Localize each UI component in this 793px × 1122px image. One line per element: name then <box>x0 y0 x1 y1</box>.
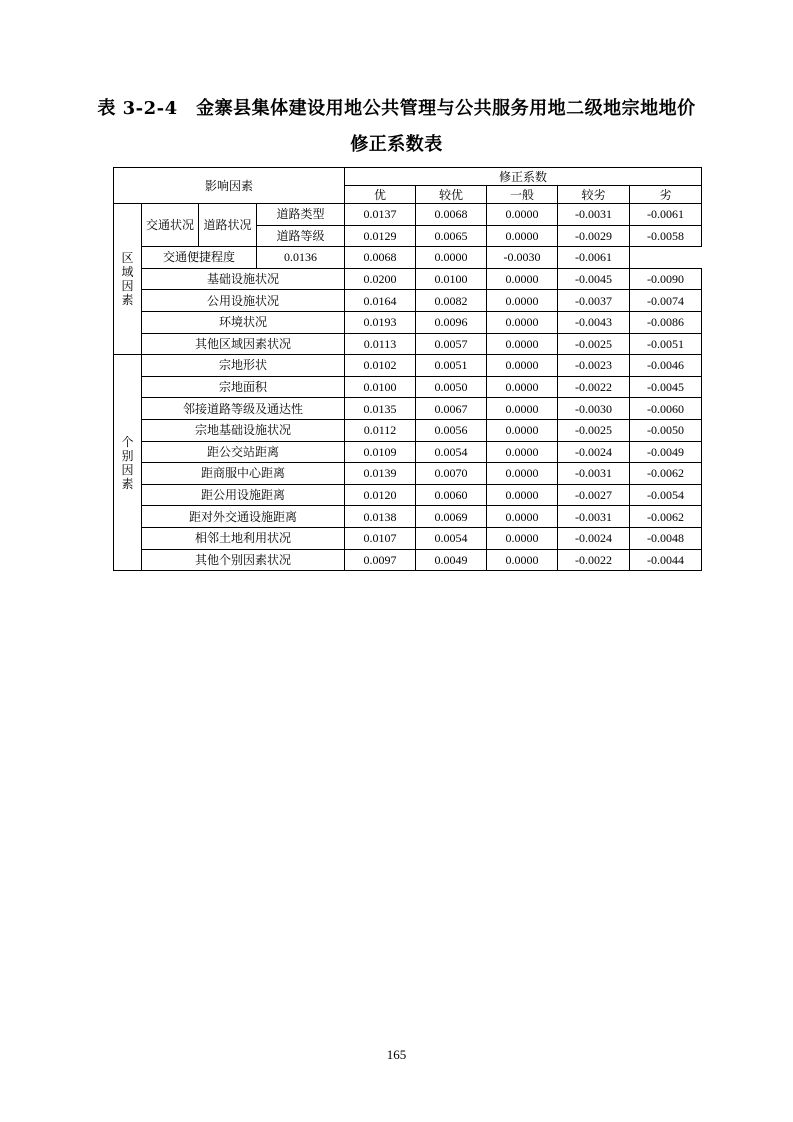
coefficient-cell: -0.0031 <box>558 204 630 226</box>
coefficient-cell: 0.0054 <box>416 441 487 463</box>
regional-factors-label: 区 域 因 素 <box>114 204 142 355</box>
coefficient-cell: -0.0043 <box>558 311 630 333</box>
coefficient-cell: 0.0102 <box>345 355 416 377</box>
coefficient-cell: 0.0107 <box>345 527 416 549</box>
table-row <box>114 376 702 398</box>
coefficient-cell: -0.0023 <box>558 355 630 377</box>
coefficient-cell: 0.0000 <box>487 333 558 355</box>
grade-header: 一般 <box>487 186 558 204</box>
coefficient-cell: -0.0046 <box>630 355 702 377</box>
coefficient-cell: -0.0054 <box>630 484 702 506</box>
coefficient-cell: 0.0000 <box>487 311 558 333</box>
table-row <box>114 463 702 485</box>
table-row <box>114 290 702 312</box>
coefficient-cell: -0.0031 <box>558 506 630 528</box>
coefficient-table <box>113 167 702 571</box>
factor-label: 宗地形状 <box>142 355 345 377</box>
coefficient-cell: 0.0109 <box>345 441 416 463</box>
coefficient-cell: -0.0061 <box>630 204 702 226</box>
coefficient-cell: 0.0000 <box>487 355 558 377</box>
table-row <box>114 506 702 528</box>
factor-label: 距公用设施距离 <box>142 484 345 506</box>
coefficient-cell: 0.0135 <box>345 398 416 420</box>
coefficient-cell: 0.0000 <box>487 419 558 441</box>
coefficient-cell: 0.0000 <box>487 398 558 420</box>
coefficient-cell: 0.0000 <box>487 484 558 506</box>
coefficient-cell: -0.0061 <box>558 247 630 269</box>
factor-label: 距公交站距离 <box>142 441 345 463</box>
coefficient-cell: -0.0022 <box>558 376 630 398</box>
table-row <box>114 268 702 290</box>
coefficient-cell: 0.0112 <box>345 419 416 441</box>
factor-label: 道路类型 <box>257 204 345 226</box>
coefficient-cell: 0.0120 <box>345 484 416 506</box>
coefficient-cell: -0.0074 <box>630 290 702 312</box>
coefficient-cell: -0.0045 <box>630 376 702 398</box>
table-row <box>114 311 702 333</box>
coefficient-cell: -0.0030 <box>558 398 630 420</box>
factor-label: 宗地面积 <box>142 376 345 398</box>
coefficient-cell: -0.0027 <box>558 484 630 506</box>
table-row <box>114 549 702 571</box>
factor-label: 距商服中心距离 <box>142 463 345 485</box>
coefficient-cell: 0.0057 <box>416 333 487 355</box>
grade-header: 优 <box>345 186 416 204</box>
factor-label: 其他区域因素状况 <box>142 333 345 355</box>
coefficient-cell: -0.0049 <box>630 441 702 463</box>
coefficient-cell: -0.0044 <box>630 549 702 571</box>
table-row <box>114 419 702 441</box>
coefficient-cell: 0.0136 <box>257 247 345 269</box>
coefficient-cell: 0.0138 <box>345 506 416 528</box>
table-row <box>114 441 702 463</box>
individual-factors-label: 个 别 因 素 <box>114 355 142 571</box>
coefficient-cell: -0.0058 <box>630 225 702 247</box>
coefficient-cell: -0.0031 <box>558 463 630 485</box>
coefficient-cell: -0.0037 <box>558 290 630 312</box>
factor-label: 宗地基础设施状况 <box>142 419 345 441</box>
table-row <box>114 247 702 269</box>
table-row <box>114 333 702 355</box>
coefficient-cell: 0.0193 <box>345 311 416 333</box>
coefficient-cell: 0.0139 <box>345 463 416 485</box>
coefficient-cell: -0.0030 <box>487 247 558 269</box>
coefficient-cell: 0.0000 <box>487 376 558 398</box>
coefficient-cell: -0.0024 <box>558 527 630 549</box>
table-row <box>114 527 702 549</box>
road-group-label: 道路状况 <box>199 204 257 247</box>
coefficient-cell: -0.0025 <box>558 419 630 441</box>
factor-label: 交通便捷程度 <box>142 247 257 269</box>
coefficient-cell: -0.0060 <box>630 398 702 420</box>
coefficient-cell: 0.0060 <box>416 484 487 506</box>
factor-label: 基础设施状况 <box>142 268 345 290</box>
coefficient-cell: -0.0062 <box>630 506 702 528</box>
coefficient-cell: -0.0062 <box>630 463 702 485</box>
coefficient-cell: 0.0000 <box>487 290 558 312</box>
coefficient-cell: -0.0090 <box>630 268 702 290</box>
coefficient-cell: 0.0068 <box>416 204 487 226</box>
coefficient-cell: 0.0100 <box>416 268 487 290</box>
coefficient-cell: -0.0022 <box>558 549 630 571</box>
coefficient-cell: -0.0048 <box>630 527 702 549</box>
coefficient-cell: 0.0000 <box>416 247 487 269</box>
coefficient-cell: 0.0000 <box>487 204 558 226</box>
table-row <box>114 484 702 506</box>
coefficient-cell: -0.0045 <box>558 268 630 290</box>
coefficient-cell: 0.0050 <box>416 376 487 398</box>
coefficient-cell: 0.0000 <box>487 268 558 290</box>
table-title-cont: 修正系数表 <box>350 134 443 155</box>
coefficient-cell: 0.0000 <box>487 506 558 528</box>
factor-label: 其他个别因素状况 <box>142 549 345 571</box>
table-row <box>114 204 702 226</box>
coefficient-cell: 0.0000 <box>487 225 558 247</box>
table-title: 表 3-2-4 金寨县集体建设用地公共管理与公共服务用地二级地宗地地价 <box>97 98 696 119</box>
coefficient-cell: 0.0200 <box>345 268 416 290</box>
coefficient-cell: -0.0024 <box>558 441 630 463</box>
page-number: 165 <box>386 1047 407 1062</box>
coef-header: 修正系数 <box>345 168 702 186</box>
coefficient-cell: 0.0051 <box>416 355 487 377</box>
coefficient-cell: 0.0113 <box>345 333 416 355</box>
coefficient-cell: 0.0000 <box>487 527 558 549</box>
table-row <box>114 398 702 420</box>
coefficient-cell: 0.0000 <box>487 441 558 463</box>
coefficient-cell: 0.0054 <box>416 527 487 549</box>
grade-header: 较劣 <box>558 186 630 204</box>
coefficient-cell: 0.0096 <box>416 311 487 333</box>
coefficient-cell: 0.0065 <box>416 225 487 247</box>
coefficient-cell: 0.0137 <box>345 204 416 226</box>
coefficient-cell: 0.0070 <box>416 463 487 485</box>
coefficient-cell: -0.0051 <box>630 333 702 355</box>
coefficient-cell: -0.0086 <box>630 311 702 333</box>
coefficient-cell: 0.0164 <box>345 290 416 312</box>
coefficient-cell: -0.0029 <box>558 225 630 247</box>
factor-label: 相邻土地利用状况 <box>142 527 345 549</box>
coefficient-cell: 0.0056 <box>416 419 487 441</box>
factor-label: 距对外交通设施距离 <box>142 506 345 528</box>
coefficient-cell: 0.0000 <box>487 463 558 485</box>
coefficient-cell: 0.0068 <box>345 247 416 269</box>
coefficient-cell: 0.0049 <box>416 549 487 571</box>
coefficient-cell: -0.0025 <box>558 333 630 355</box>
coefficient-cell: 0.0129 <box>345 225 416 247</box>
coefficient-cell: 0.0082 <box>416 290 487 312</box>
traffic-group-label: 交通状况 <box>142 204 199 247</box>
coefficient-cell: 0.0100 <box>345 376 416 398</box>
coefficient-cell: 0.0000 <box>487 549 558 571</box>
grade-header: 劣 <box>630 186 702 204</box>
coefficient-cell: 0.0067 <box>416 398 487 420</box>
factor-label: 环境状况 <box>142 311 345 333</box>
factor-label: 邻接道路等级及通达性 <box>142 398 345 420</box>
coefficient-cell: 0.0097 <box>345 549 416 571</box>
table-row <box>114 355 702 377</box>
coefficient-cell: -0.0050 <box>630 419 702 441</box>
header-row-1 <box>114 168 702 186</box>
factor-label: 道路等级 <box>257 225 345 247</box>
factor-header: 影响因素 <box>114 168 345 204</box>
coefficient-cell: 0.0069 <box>416 506 487 528</box>
grade-header: 较优 <box>416 186 487 204</box>
factor-label: 公用设施状况 <box>142 290 345 312</box>
